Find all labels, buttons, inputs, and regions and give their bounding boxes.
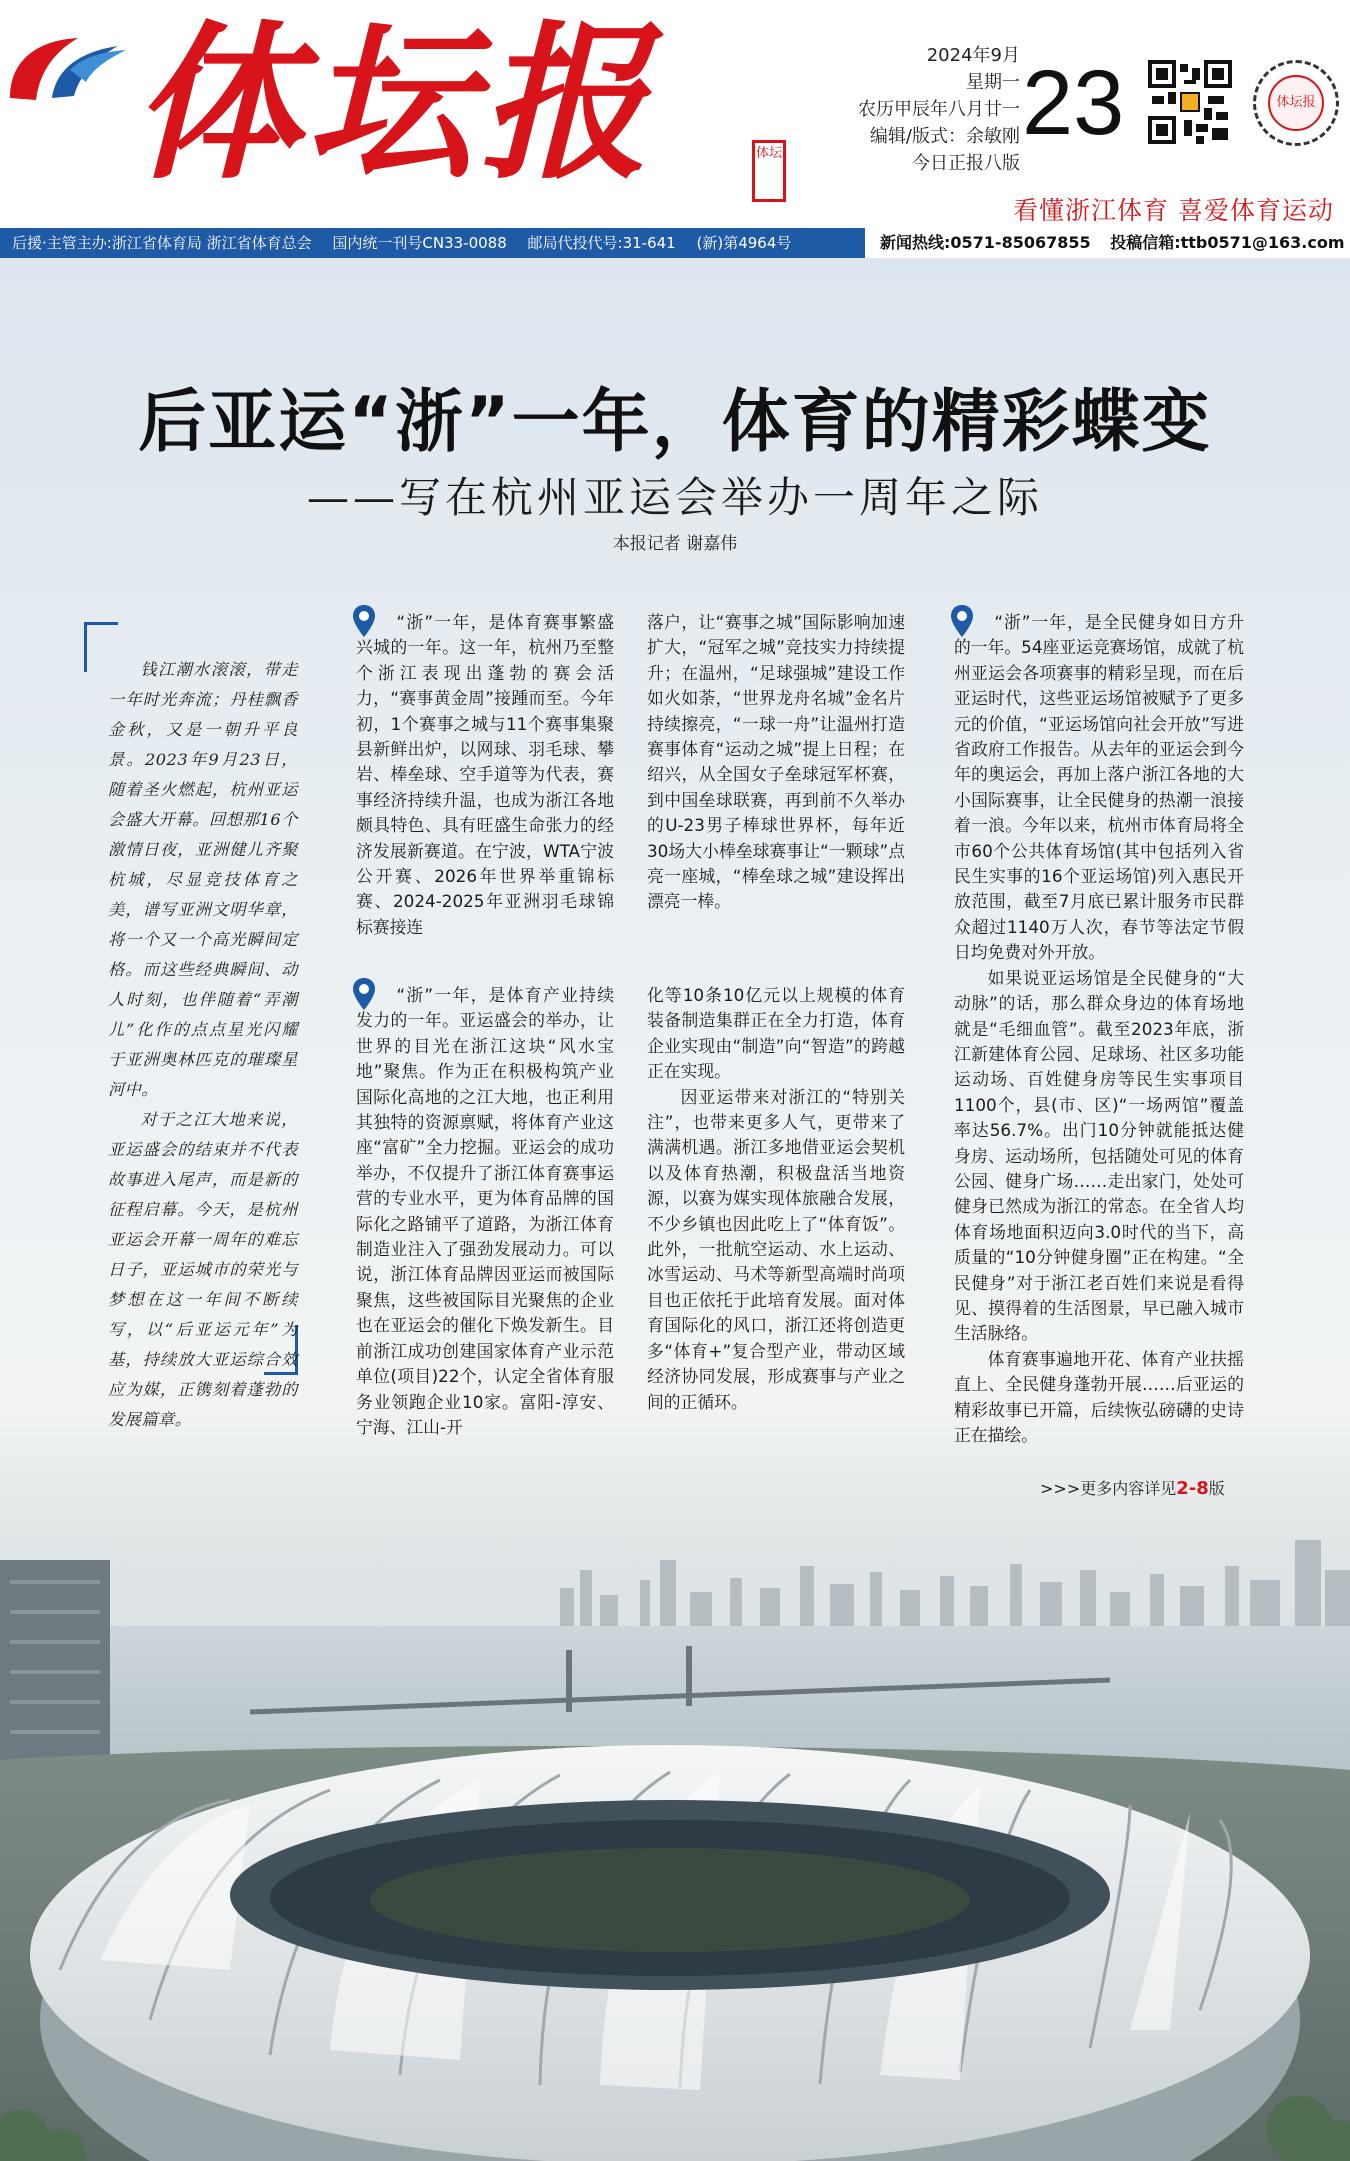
postal-code: 邮局代投代号:31-641 — [527, 234, 676, 252]
article-paragraph: “浙”一年，是全民健身如日方升的一年。54座亚运竞赛场馆，成就了杭州亚运会各项赛事的精彩呈现，而在后亚运时代，这些亚运场馆被赋予了更多元的价值，“亚运场馆向社会开放”写进省政府工作报告。从去年的亚运会到今年的奥运会，再加上落户浙江各地的大小国际赛事，让全民健身的热潮一浪接着一浪。今年以来，杭州市体育局将全市60个公共体育场馆(其中包括列入省民生实事的16个亚运场馆)列入惠民开放范围，截至7月底已累计服务市民群众超过1140万人次，春节等法定节假日均免费对外开放。 — [954, 612, 1244, 963]
qr-code-icon[interactable] — [1148, 60, 1232, 144]
see-more-pages-number: 2-8 — [1176, 1478, 1209, 1499]
article-column-2-bottom — [356, 983, 614, 1440]
nameplate: 体坛报 — [132, 4, 654, 202]
article-paragraph: 化等10条10亿元以上规模的体育装备制造集群正在全力打造，体育企业实现由“制造”向“智造”的跨越正在实现。 — [647, 985, 905, 1082]
badge-label: 体坛报 — [1268, 75, 1324, 131]
article-column-4 — [954, 610, 1244, 1448]
article-column-3-bottom — [647, 983, 905, 1415]
article-column-2-top — [356, 610, 614, 940]
contact-info — [880, 228, 1350, 258]
slogan: 看懂浙江体育 喜爱体育运动 — [1013, 196, 1334, 225]
article-column-3-top — [647, 610, 905, 915]
publication-info-bar — [0, 228, 865, 258]
article-paragraph: “浙”一年，是体育赛事繁盛兴城的一年。这一年，杭州乃至整个浙江表现出蓬勃的赛会活力，“赛事黄金周”接踵而至。今年初，1个赛事之城与11个赛事集聚县新鲜出炉，以网球、羽毛球、攀岩、棒垒球、空手道等为代表，赛事经济持续升温，也成为浙江各地颇具特色、具有旺盛生命张力的经济发展新赛道。在宁波，WTA宁波公开赛、2026年世界举重锦标赛、2024-2025年亚洲羽毛球锦标赛接连 — [356, 612, 614, 937]
article-paragraph: 体育赛事遍地开花、体育产业扶摇直上、全民健身蓬勃开展……后亚运的精彩故事已开篇，后续恢弘磅礴的史诗正在描绘。 — [954, 1348, 1244, 1445]
see-more-suffix: 版 — [1208, 1479, 1225, 1498]
submission-email[interactable]: 投稿信箱:ttb0571@163.com — [1110, 233, 1345, 252]
article-subhead: ——写在杭州亚运会举办一周年之际 — [306, 473, 1043, 522]
article-headline: 后亚运“浙”一年，体育的精彩蝶变 — [138, 383, 1212, 462]
page-count: 今日正报八版 — [912, 153, 1020, 174]
stadium-photo — [0, 1500, 1350, 2161]
logo-swoosh-icon — [0, 28, 130, 128]
see-more-pages[interactable] — [1040, 1477, 1225, 1501]
article-paragraph: 因亚运带来对浙江的“特别关注”，也带来更多人气，更带来了满满机遇。浙江多地借亚运会契机以及体育热潮，积极盘活当地资源，以赛为媒实现体旅融合发展，不少乡镇也因此吃上了“体育饭”。此外，一批航空运动、水上运动、冰雪运动、马术等新型高端时尚项目也正依托于此培育发展。面对体育国际化的风口，浙江还将创造更多“体育+”复合型产业，带动区域经济协同发展，形成赛事与产业之间的正循环。 — [647, 1086, 905, 1412]
lede-paragraph: 钱江潮水滚滚，带走一年时光奔流；丹桂飘香金秋，又是一朝升平良景。2023年9月23日，随着圣火燃起，杭州亚运会盛大开幕。回想那16个激情日夜，亚洲健儿齐聚杭城，尽显竞技体育之美，谱写亚洲文明华章，将一个又一个高光瞬间定格。而这些经典瞬间、动人时刻，也伴随着“弄潮儿”化作的点点星光闪耀于亚洲奥林匹克的璀璨星河中。 — [108, 660, 298, 1099]
issue-info — [835, 42, 1020, 177]
article-paragraph: 落户，让“赛事之城”国际影响加速扩大，“冠军之城”竞技实力持续提升；在温州，“足球强城”建设工作如火如荼，“世界龙舟名城”金名片持续擦亮，“一球一舟”让温州打造赛事体育“运动之城”提上日程；在绍兴，从全国女子垒球冠军杯赛，到中国垒球联赛，再到前不久举办的U-23男子棒球世界杯，每年近30场大小棒垒球赛事让“一颗球”点亮一座城，“棒垒球之城”建设挥出漂亮一棒。 — [647, 612, 905, 912]
issue-date: 2024年9月 — [926, 45, 1020, 66]
lede-paragraph: 对于之江大地来说，亚运盛会的结束并不代表故事进入尾声，而是新的征程启幕。今天，是杭州亚运会开幕一周年的难忘日子，亚运城市的荣光与梦想在这一年间不断续写，以“后亚运元年”为基，持续放大亚运综合效应为媒，正镌刻着蓬勃的发展篇章。 — [108, 1110, 298, 1429]
lunar-date: 农历甲辰年八月廿一 — [858, 99, 1020, 120]
news-hotline: 新闻热线:0571-85067855 — [880, 233, 1091, 252]
article-paragraph: 如果说亚运场馆是全民健身的“大动脉”的话，那么群众身边的体育场地就是“毛细血管”。截至2023年底，浙江新建体育公园、足球场、社区多功能运动场、百姓健身房等民生实事项目1100个，县(市、区)“一场两馆”覆盖率达56.7%。出门10分钟就能抵达健身房、运动场所，包括随处可见的体育公园、健身广场……走出家门，处处可健身已然成为浙江的常态。在全省人均体育场地面积迈向3.0时代的当下，高质量的“10分钟健身圈”正在构建。“全民健身”对于浙江老百姓们来说是看得见、摸得着的生活图景，早已融入城市生活脉络。 — [954, 967, 1244, 1344]
issue-weekday: 星期一 — [966, 72, 1020, 93]
issue-number: (新)第4964号 — [696, 234, 792, 252]
mascot-badge — [1253, 60, 1339, 146]
nameplate-seal: 体坛 — [752, 140, 786, 202]
masthead — [0, 0, 1350, 228]
article-byline: 本报记者 谢嘉伟 — [612, 534, 738, 554]
serial-number: 国内统一刊号CN33-0088 — [332, 234, 507, 252]
article-paragraph: “浙”一年，是体育产业持续发力的一年。亚运盛会的举办，让世界的目光在浙江这块“风水宝地”聚焦。作为正在积极构筑产业国际化高地的之江大地，也正利用其独特的资源禀赋，将体育产业这座“富矿”全力挖掘。亚运会的成功举办，不仅提升了浙江体育赛事运营的专业水平，更为体育品牌的国际化之路铺平了道路，为浙江体育制造业注入了强劲发展动力。可以说，浙江体育品牌因亚运而被国际聚焦，这些被国际目光聚焦的企业也在亚运会的催化下焕发新生。目前浙江成功创建国家体育产业示范单位(项目)22个，认定全省体育服务业领跑企业10家。富阳-淳安、宁海、江山-开 — [356, 985, 614, 1437]
see-more-prefix: >>>更多内容详见 — [1040, 1479, 1177, 1498]
publisher-info: 后援·主管主办:浙江省体育局 浙江省体育总会 — [12, 234, 312, 252]
article-lede — [108, 655, 298, 1435]
issue-day: 23 — [1022, 52, 1125, 154]
editor-credit: 编辑/版式：余敏刚 — [869, 126, 1020, 147]
